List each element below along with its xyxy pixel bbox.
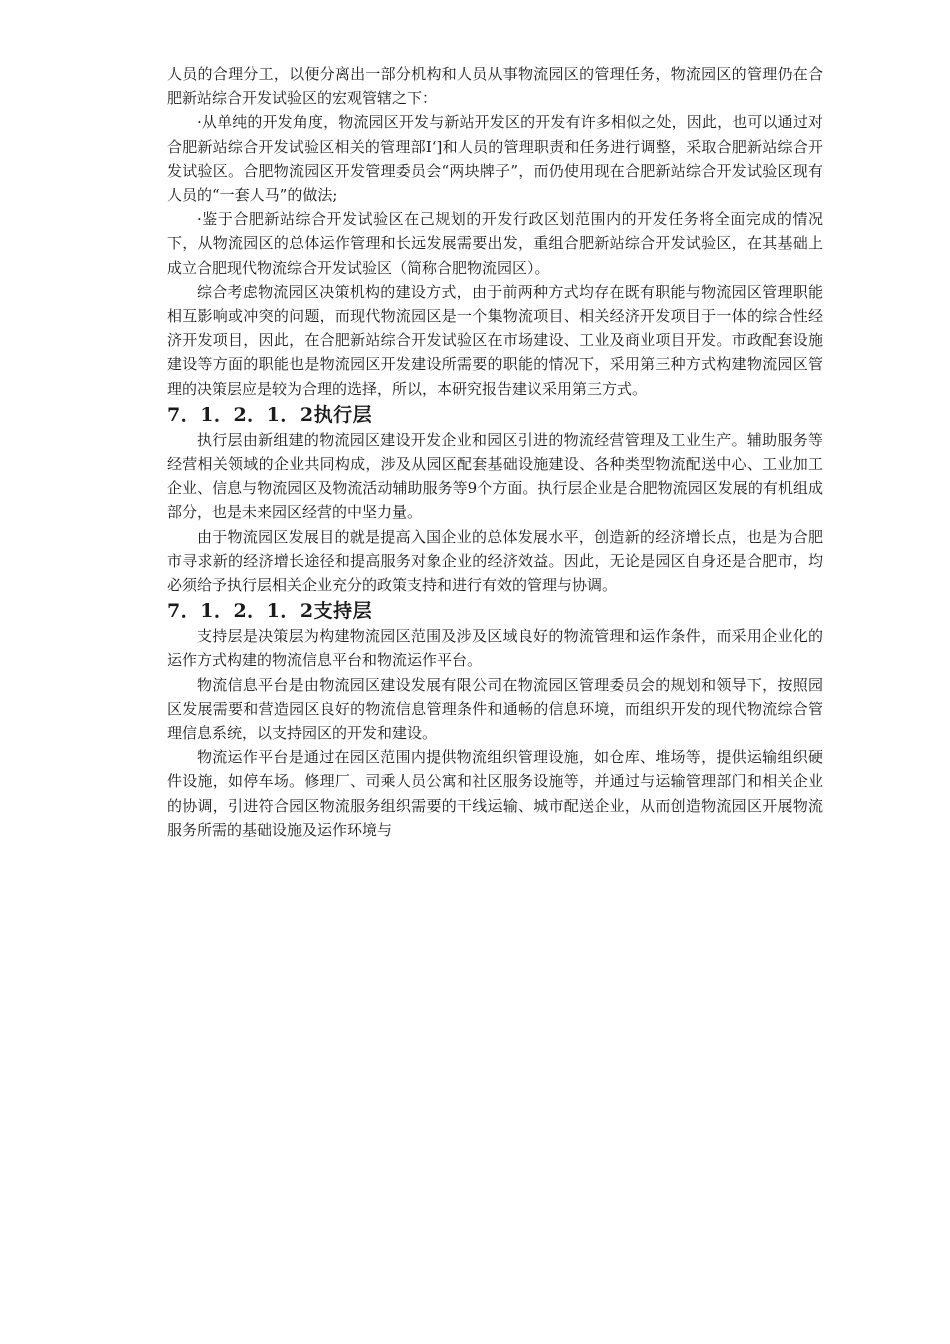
- paragraph: 支持层是决策层为构建物流园区范围及涉及区域良好的物流管理和运作条件，而采用企业化的运作方式构建的物流信息平台和物流运作平台。: [167, 627, 823, 670]
- section-heading-execution-layer: 7．1．2．1．2执行层: [167, 403, 373, 426]
- paragraph: 执行层由新组建的物流园区建设开发企业和园区引进的物流经营管理及工业生产。辅助服务等经营相关领域的企业共同构成，涉及从园区配套基础设施建设、各种类型物流配送中心、工业加工企业、信息与物流园区及物流活动辅助服务等9个方面。执行层企业是合肥物流园区发展的有机组成部分，也是未来园区经营的中坚力量。: [167, 430, 823, 522]
- paragraph: 由于物流园区发展目的就是提高入国企业的总体发展水平，创造新的经济增长点，也是为合肥市寻求新的经济增长途径和提高服务对象企业的经济效益。因此，无论是园区自身还是合肥市，均必须给予执行层相关企业充分的政策支持和进行有效的管理与协调。: [167, 527, 823, 595]
- paragraph: ·鉴于合肥新站综合开发试验区在己规划的开发行政区划范围内的开发任务将全面完成的情况下，从物流园区的总体运作管理和长远发展需要出发，重组合肥新站综合开发试验区，在其基础上成立合肥现代物流综合开发试验区（简称合肥物流园区）。: [167, 210, 823, 277]
- paragraph: 物流运作平台是通过在园区范围内提供物流组织管理设施，如仓库、堆场等，提供运输组织硬件设施，如停车场。修理厂、司乘人员公寓和社区服务设施等，并通过与运输管理部门和相关企业的协调，引进符合园区物流服务组织需要的干线运输、城市配送企业，从而创造物流园区开展物流服务所需的基础设施及运作环境与: [167, 748, 823, 839]
- paragraph: 综合考虑物流园区决策机构的建设方式，由于前两种方式均存在既有职能与物流园区管理职能相互影响或冲突的问题，而现代物流园区是一个集物流项目、相关经济开发项目于一体的综合性经济开发项目，因此，在合肥新站综合开发试验区在市场建设、工业及商业项目开发。市政配套设施建设等方面的职能也是物流园区开发建设所需要的职能的情况下，采用第三种方式构建物流园区管理的决策层应是较为合理的选择，所以，本研究报告建议采用第三方式。: [167, 282, 823, 398]
- section-heading-support-layer: 7．1．2．1．2支持层: [167, 600, 373, 623]
- document-page: [167, 62, 823, 842]
- paragraph: 物流信息平台是由物流园区建设发展有限公司在物流园区管理委员会的规划和领导下，按照园区发展需要和营造园区良好的物流信息管理条件和通畅的信息环境，而组织开发的现代物流综合管理信息系统，以支持园区的开发和建设。: [167, 675, 823, 743]
- paragraph: ·从单纯的开发角度，物流园区开发与新站开发区的开发有许多相似之处，因此，也可以通过对合肥新站综合开发试验区相关的管理部I‘]和人员的管理职责和任务进行调整，采取合肥新站综合开发试验区。合肥物流园区开发管理委员会“两块牌子”，而仍使用现在合肥新站综合开发试验区现有人员的“一套人马”的做法;: [167, 113, 823, 205]
- paragraph: 人员的合理分工，以便分离出一部分机构和人员从事物流园区的管理任务，物流园区的管理仍在合肥新站综合开发试验区的宏观管辖之下：: [167, 65, 823, 108]
